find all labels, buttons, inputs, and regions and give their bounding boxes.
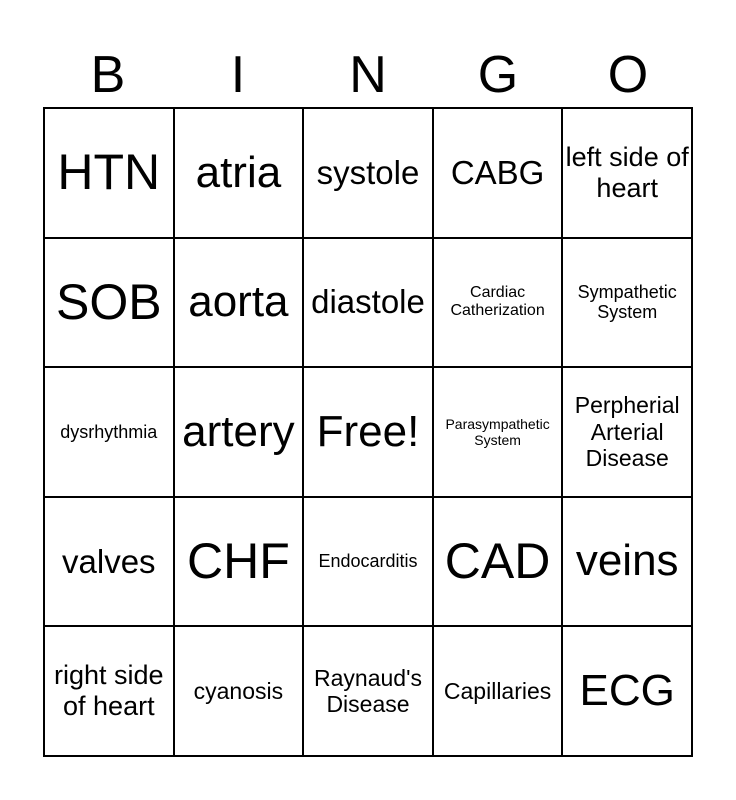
header-letter-i: I: [230, 46, 246, 104]
bingo-cell-r4-c4[interactable]: [434, 498, 564, 628]
bingo-cell-r1-c5[interactable]: [563, 109, 693, 239]
header-letter-b: B: [90, 46, 126, 104]
cell-label: CAD: [444, 532, 551, 589]
cell-label: valves: [62, 542, 156, 580]
bingo-cell-r2-c4[interactable]: [434, 239, 564, 369]
cell-label: right side of heart: [54, 660, 164, 722]
bingo-cell-r2-c1[interactable]: [45, 239, 175, 369]
cell-label: Perpherial Arterial Disease: [574, 392, 680, 472]
cell-label: cyanosis: [193, 677, 284, 704]
bingo-cell-r5-c3[interactable]: [304, 627, 434, 757]
cell-label: Endocarditis: [318, 551, 418, 572]
cell-label: atria: [195, 147, 282, 197]
bingo-cell-free[interactable]: [304, 368, 434, 498]
cell-label: veins: [575, 536, 679, 586]
cell-label: CHF: [187, 532, 290, 589]
cell-label: Parasympathetic System: [445, 415, 550, 448]
bingo-cell-r1-c1[interactable]: [45, 109, 175, 239]
cell-label: aorta: [188, 277, 289, 327]
bingo-cell-r4-c3[interactable]: [304, 498, 434, 628]
bingo-cell-r3-c4[interactable]: [434, 368, 564, 498]
cell-label: left side of heart: [565, 141, 689, 203]
bingo-cell-r4-c1[interactable]: [45, 498, 175, 628]
cell-label: CABG: [450, 153, 545, 191]
header-letter-g: G: [477, 46, 519, 104]
bingo-cell-r3-c2[interactable]: [175, 368, 305, 498]
bingo-cell-r1-c3[interactable]: [304, 109, 434, 239]
bingo-cell-r5-c1[interactable]: [45, 627, 175, 757]
bingo-board: [43, 107, 693, 757]
bingo-cell-r3-c1[interactable]: [45, 368, 175, 498]
bingo-cell-r1-c2[interactable]: [175, 109, 305, 239]
header-letter-o: O: [607, 46, 649, 104]
bingo-cell-r2-c3[interactable]: [304, 239, 434, 369]
bingo-cell-r1-c4[interactable]: [434, 109, 564, 239]
cell-label: Cardiac Catherization: [450, 284, 545, 320]
bingo-cell-r5-c4[interactable]: [434, 627, 564, 757]
bingo-cell-r2-c5[interactable]: [563, 239, 693, 369]
bingo-cell-r5-c5[interactable]: [563, 627, 693, 757]
header-letter-n: N: [349, 46, 387, 104]
cell-label: HTN: [57, 144, 161, 201]
cell-label: diastole: [311, 283, 425, 321]
cell-label: systole: [316, 153, 420, 191]
bingo-cell-r4-c5[interactable]: [563, 498, 693, 628]
free-space-label: Free!: [316, 406, 420, 456]
bingo-header: [43, 42, 693, 108]
cell-label: Raynaud's Disease: [314, 664, 422, 718]
cell-label: ECG: [579, 665, 675, 715]
cell-label: Capillaries: [443, 677, 552, 704]
bingo-cell-r4-c2[interactable]: [175, 498, 305, 628]
bingo-cell-r3-c5[interactable]: [563, 368, 693, 498]
cell-label: Sympathetic System: [577, 281, 677, 323]
bingo-cell-r5-c2[interactable]: [175, 627, 305, 757]
cell-label: SOB: [56, 273, 162, 330]
cell-label: artery: [182, 406, 295, 456]
cell-label: dysrhythmia: [60, 421, 158, 442]
bingo-cell-r2-c2[interactable]: [175, 239, 305, 369]
